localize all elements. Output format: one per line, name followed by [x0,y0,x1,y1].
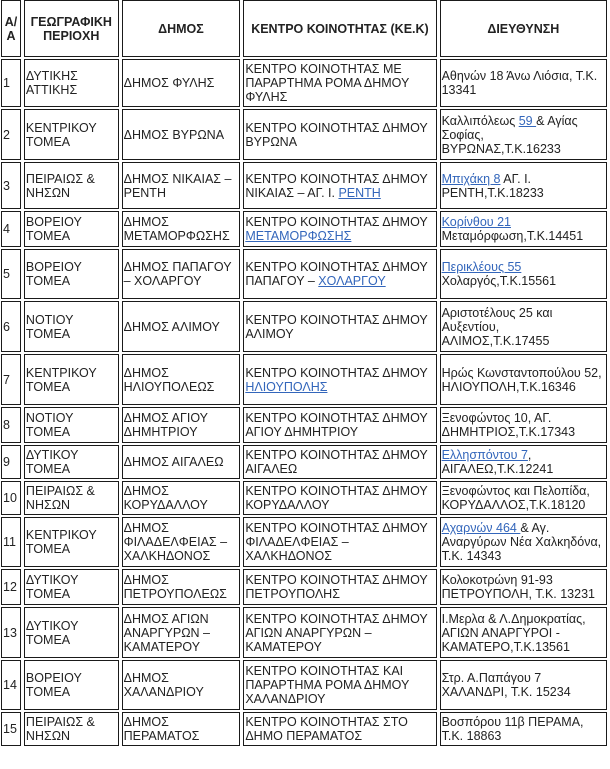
address-link[interactable]: Αχαρνών 464 [441,521,521,535]
center-text: ΚΕΝΤΡΟ ΚΟΙΝΟΤΗΤΑΣ ΚΑΙ ΠΑΡΑΡΤΗΜΑ ΡΟΜΑ ΔΗΜΟΥ ΧΑΛΑΝΔΡΙΟΥ [245,664,410,706]
municipality-cell: ΔΗΜΟΣ ΜΕΤΑΜΟΡΦΩΣΗΣ [122,211,241,247]
header-region: ΓΕΩΓΡΑΦΙΚΗ ΠΕΡΙΟΧΗ [24,0,119,57]
address-text: Κολοκοτρώνη 91-93 ΠΕΤΡΟΥΠΟΛΗ, Τ.Κ. 13231 [441,573,595,601]
table-row [1,301,607,352]
center-text: ΚΕΝΤΡΟ ΚΟΙΝΟΤΗΤΑΣ ΔΗΜΟΥ ΠΕΤΡΟΥΠΟΛΗΣ [245,573,428,601]
region-cell: ΝΟΤΙΟΥ ΤΟΜΕΑ [24,301,119,352]
center-cell [243,660,436,710]
address-text: , ΑΙΓΑΛΕΩ,Τ.Κ.12241 [441,448,554,476]
center-cell [243,301,436,352]
center-cell [243,162,436,209]
region-cell: ΚΕΝΤΡΙΚΟΥ ΤΟΜΕΑ [24,354,119,405]
header-num: Α/Α [1,0,21,57]
address-cell [440,211,607,247]
table-row [1,211,607,247]
municipality-cell: ΔΗΜΟΣ ΧΑΛΑΝΔΡΙΟΥ [122,660,241,710]
center-text: ΚΕΝΤΡΟ ΚΟΙΝΟΤΗΤΑΣ ΔΗΜΟΥ ΑΓΙΟΥ ΔΗΜΗΤΡΙΟΥ [245,411,428,439]
table-row [1,249,607,299]
region-cell: ΒΟΡΕΙΟΥ ΤΟΜΕΑ [24,660,119,710]
region-cell: ΒΟΡΕΙΟΥ ΤΟΜΕΑ [24,249,119,299]
header-address: ΔΙΕΥΘΥΝΣΗ [440,0,607,57]
center-link[interactable]: ΜΕΤΑΜΟΡΦΩΣΗΣ [245,229,352,243]
row-number: 12 [1,569,21,605]
center-link[interactable]: ΡΕΝΤΗ [338,185,381,200]
municipality-cell: ΔΗΜΟΣ ΠΕΡΑΜΑΤΟΣ [122,712,241,746]
center-cell [243,109,436,160]
municipality-cell: ΔΗΜΟΣ ΝΙΚΑΙΑΣ – ΡΕΝΤΗ [122,162,241,209]
center-link[interactable]: ΧΟΛΑΡΓΟΥ [318,274,386,288]
center-text: ΚΕΝΤΡΟ ΚΟΙΝΟΤΗΤΑΣ ΔΗΜΟΥ ΝΙΚΑΙΑΣ – ΑΓ. Ι. [245,171,428,200]
row-number: 13 [1,607,21,658]
table-row [1,517,607,567]
address-cell [440,301,607,352]
address-link[interactable]: Μπιχάκη 8 [441,171,501,186]
center-cell [243,517,436,567]
header-row [1,0,607,57]
row-number: 6 [1,301,21,352]
address-text: Ηρώς Κωνσταντοπούλου 52, ΗΛΙΟΥΠΟΛΗ,Τ.Κ.16346 [441,365,602,394]
center-text: ΚΕΝΤΡΟ ΚΟΙΝΟΤΗΤΑΣ ΔΗΜΟΥ ΚΟΡΥΔΑΛΛΟΥ [245,484,428,512]
address-text: Αριστοτέλους 25 και Αυξεντίου, ΑΛΙΜΟΣ,Τ.Κ.17455 [441,305,553,348]
center-text: ΚΕΝΤΡΟ ΚΟΙΝΟΤΗΤΑΣ ΔΗΜΟΥ ΒΥΡΩΝΑ [245,120,428,149]
region-cell: ΔΥΤΙΚΟΥ ΤΟΜΕΑ [24,445,119,479]
address-text: Καλλιπόλεως [441,113,519,128]
row-number: 2 [1,109,21,160]
municipality-cell: ΔΗΜΟΣ ΦΥΛΗΣ [122,59,241,107]
header-center: ΚΕΝΤΡΟ ΚΟΙΝΟΤΗΤΑΣ (ΚΕ.Κ) [243,0,436,57]
center-text: ΚΕΝΤΡΟ ΚΟΙΝΟΤΗΤΑΣ ΔΗΜΟΥ [245,365,428,380]
center-cell [243,59,436,107]
center-cell [243,354,436,405]
address-cell [440,354,607,405]
center-cell [243,211,436,247]
center-cell [243,607,436,658]
municipality-cell: ΔΗΜΟΣ ΒΥΡΩΝΑ [122,109,241,160]
address-cell [440,607,607,658]
region-cell: ΔΥΤΙΚΟΥ ΤΟΜΕΑ [24,607,119,658]
header-municipality: ΔΗΜΟΣ [122,0,241,57]
center-text: ΚΕΝΤΡΟ ΚΟΙΝΟΤΗΤΑΣ ΣΤΟ ΔΗΜΟ ΠΕΡΑΜΑΤΟΣ [245,715,408,743]
row-number: 10 [1,481,21,515]
municipality-cell: ΔΗΜΟΣ ΠΑΠΑΓΟΥ – ΧΟΛΑΡΓΟΥ [122,249,241,299]
row-number: 5 [1,249,21,299]
municipality-cell: ΔΗΜΟΣ ΑΛΙΜΟΥ [122,301,241,352]
table-row [1,109,607,160]
address-cell [440,407,607,443]
center-text: ΚΕΝΤΡΟ ΚΟΙΝΟΤΗΤΑΣ ΔΗΜΟΥ [245,215,428,229]
center-text: ΚΕΝΤΡΟ ΚΟΙΝΟΤΗΤΑΣ ΜΕ ΠΑΡΑΡΤΗΜΑ ΡΟΜΑ ΔΗΜΟΥ ΦΥΛΗΣ [245,62,410,104]
row-number: 8 [1,407,21,443]
row-number: 3 [1,162,21,209]
table-row [1,407,607,443]
row-number: 1 [1,59,21,107]
address-cell [440,517,607,567]
address-cell [440,569,607,605]
row-number: 14 [1,660,21,710]
address-link[interactable]: Περικλέους 55 [441,260,522,274]
center-cell [243,407,436,443]
table-row [1,712,607,746]
municipality-cell: ΔΗΜΟΣ ΑΓΙΩΝ ΑΝΑΡΓΥΡΩΝ – ΚΑΜΑΤΕΡΟΥ [122,607,241,658]
region-cell: ΝΟΤΙΟΥ ΤΟΜΕΑ [24,407,119,443]
address-cell [440,481,607,515]
address-cell [440,59,607,107]
region-cell: ΔΥΤΙΚΗΣ ΑΤΤΙΚΗΣ [24,59,119,107]
address-text: Στρ. Α.Παπάγου 7 ΧΑΛΑΝΔΡΙ, Τ.Κ. 15234 [441,671,571,699]
center-cell [243,569,436,605]
municipality-cell: ΔΗΜΟΣ ΠΕΤΡΟΥΠΟΛΕΩΣ [122,569,241,605]
municipality-cell: ΔΗΜΟΣ ΚΟΡΥΔΑΛΛΟΥ [122,481,241,515]
address-link[interactable]: Κορίνθου 21 [441,215,511,229]
table-row [1,162,607,209]
center-text: ΚΕΝΤΡΟ ΚΟΙΝΟΤΗΤΑΣ ΔΗΜΟΥ ΑΛΙΜΟΥ [245,312,428,341]
address-text: Βοσπόρου 11β ΠΕΡΑΜΑ, Τ.Κ. 18863 [441,715,584,743]
address-text: ΑΓ. Ι. ΡΕΝΤΗ,Τ.Κ.18233 [441,171,544,200]
address-text: Χολαργός,Τ.Κ.15561 [441,274,557,288]
address-cell [440,249,607,299]
center-text: ΚΕΝΤΡΟ ΚΟΙΝΟΤΗΤΑΣ ΔΗΜΟΥ ΑΓΙΩΝ ΑΝΑΡΓΥΡΩΝ – ΚΑΜΑΤΕΡΟΥ [245,611,428,654]
address-cell [440,712,607,746]
region-cell: ΔΥΤΙΚΟΥ ΤΟΜΕΑ [24,569,119,605]
table-row [1,59,607,107]
region-cell: ΒΟΡΕΙΟΥ ΤΟΜΕΑ [24,211,119,247]
table-row [1,354,607,405]
table-row [1,445,607,479]
municipality-cell: ΔΗΜΟΣ ΦΙΛΑΔΕΛΦΕΙΑΣ – ΧΑΛΚΗΔΟΝΟΣ [122,517,241,567]
municipality-cell: ΔΗΜΟΣ ΗΛΙΟΥΠΟΛΕΩΣ [122,354,241,405]
center-cell [243,249,436,299]
address-text: & Αγ. Αναργύρων Νέα Χαλκηδόνα, Τ.Κ. 14343 [441,521,602,563]
region-cell: ΠΕΙΡΑΙΩΣ & ΝΗΣΩΝ [24,481,119,515]
address-text: Αθηνών 18 Άνω Λιόσια, Τ.Κ. 13341 [441,69,598,97]
address-text: & Αγίας Σοφίας, ΒΥΡΩΝΑΣ,Τ.Κ.16233 [441,113,578,156]
region-cell: ΚΕΝΤΡΙΚΟΥ ΤΟΜΕΑ [24,517,119,567]
center-text: ΚΕΝΤΡΟ ΚΟΙΝΟΤΗΤΑΣ ΔΗΜΟΥ ΑΙΓΑΛΕΩ [245,448,428,476]
address-text: Ξενοφώντος 10, ΑΓ. ΔΗΜΗΤΡΙΟΣ,Τ.Κ.17343 [441,411,576,439]
address-text: Μεταμόρφωση,Τ.Κ.14451 [441,229,584,243]
table-row [1,481,607,515]
center-cell [243,481,436,515]
region-cell: ΚΕΝΤΡΙΚΟΥ ΤΟΜΕΑ [24,109,119,160]
table-row [1,607,607,658]
center-link[interactable]: ΗΛΙΟΥΠΟΛΗΣ [245,379,328,394]
address-text: Ξενοφώντος και Πελοπίδα, ΚΟΡΥΔΑΛΛΟΣ,Τ.Κ.18120 [441,484,590,512]
center-text: ΚΕΝΤΡΟ ΚΟΙΝΟΤΗΤΑΣ ΔΗΜΟΥ ΦΙΛΑΔΕΛΦΕΙΑΣ – ΧΑΛΚΗΔΟΝΟΣ [245,521,428,563]
municipality-cell: ΔΗΜΟΣ ΑΓΙΟΥ ΔΗΜΗΤΡΙΟΥ [122,407,241,443]
address-cell [440,109,607,160]
row-number: 7 [1,354,21,405]
center-cell [243,445,436,479]
center-text: ΚΕΝΤΡΟ ΚΟΙΝΟΤΗΤΑΣ ΔΗΜΟΥ ΠΑΠΑΓΟΥ – [245,260,428,288]
address-cell [440,162,607,209]
address-text: Ι.Μερλα & Λ.Δημοκρατίας, ΑΓΙΩΝ ΑΝΑΡΓΥΡΟΙ - ΚΑΜΑΤΕΡΟ,Τ.Κ.13561 [441,611,586,654]
address-cell [440,445,607,479]
row-number: 9 [1,445,21,479]
address-cell [440,660,607,710]
row-number: 11 [1,517,21,567]
row-number: 15 [1,712,21,746]
address-link[interactable]: 59 [518,113,537,128]
center-cell [243,712,436,746]
row-number: 4 [1,211,21,247]
municipality-cell: ΔΗΜΟΣ ΑΙΓΑΛΕΩ [122,445,241,479]
table-body [1,59,607,746]
address-link[interactable]: Ελλησπόντου 7 [441,448,528,462]
table-row [1,569,607,605]
region-cell: ΠΕΙΡΑΙΩΣ & ΝΗΣΩΝ [24,162,119,209]
table-row [1,660,607,710]
region-cell: ΠΕΙΡΑΙΩΣ & ΝΗΣΩΝ [24,712,119,746]
